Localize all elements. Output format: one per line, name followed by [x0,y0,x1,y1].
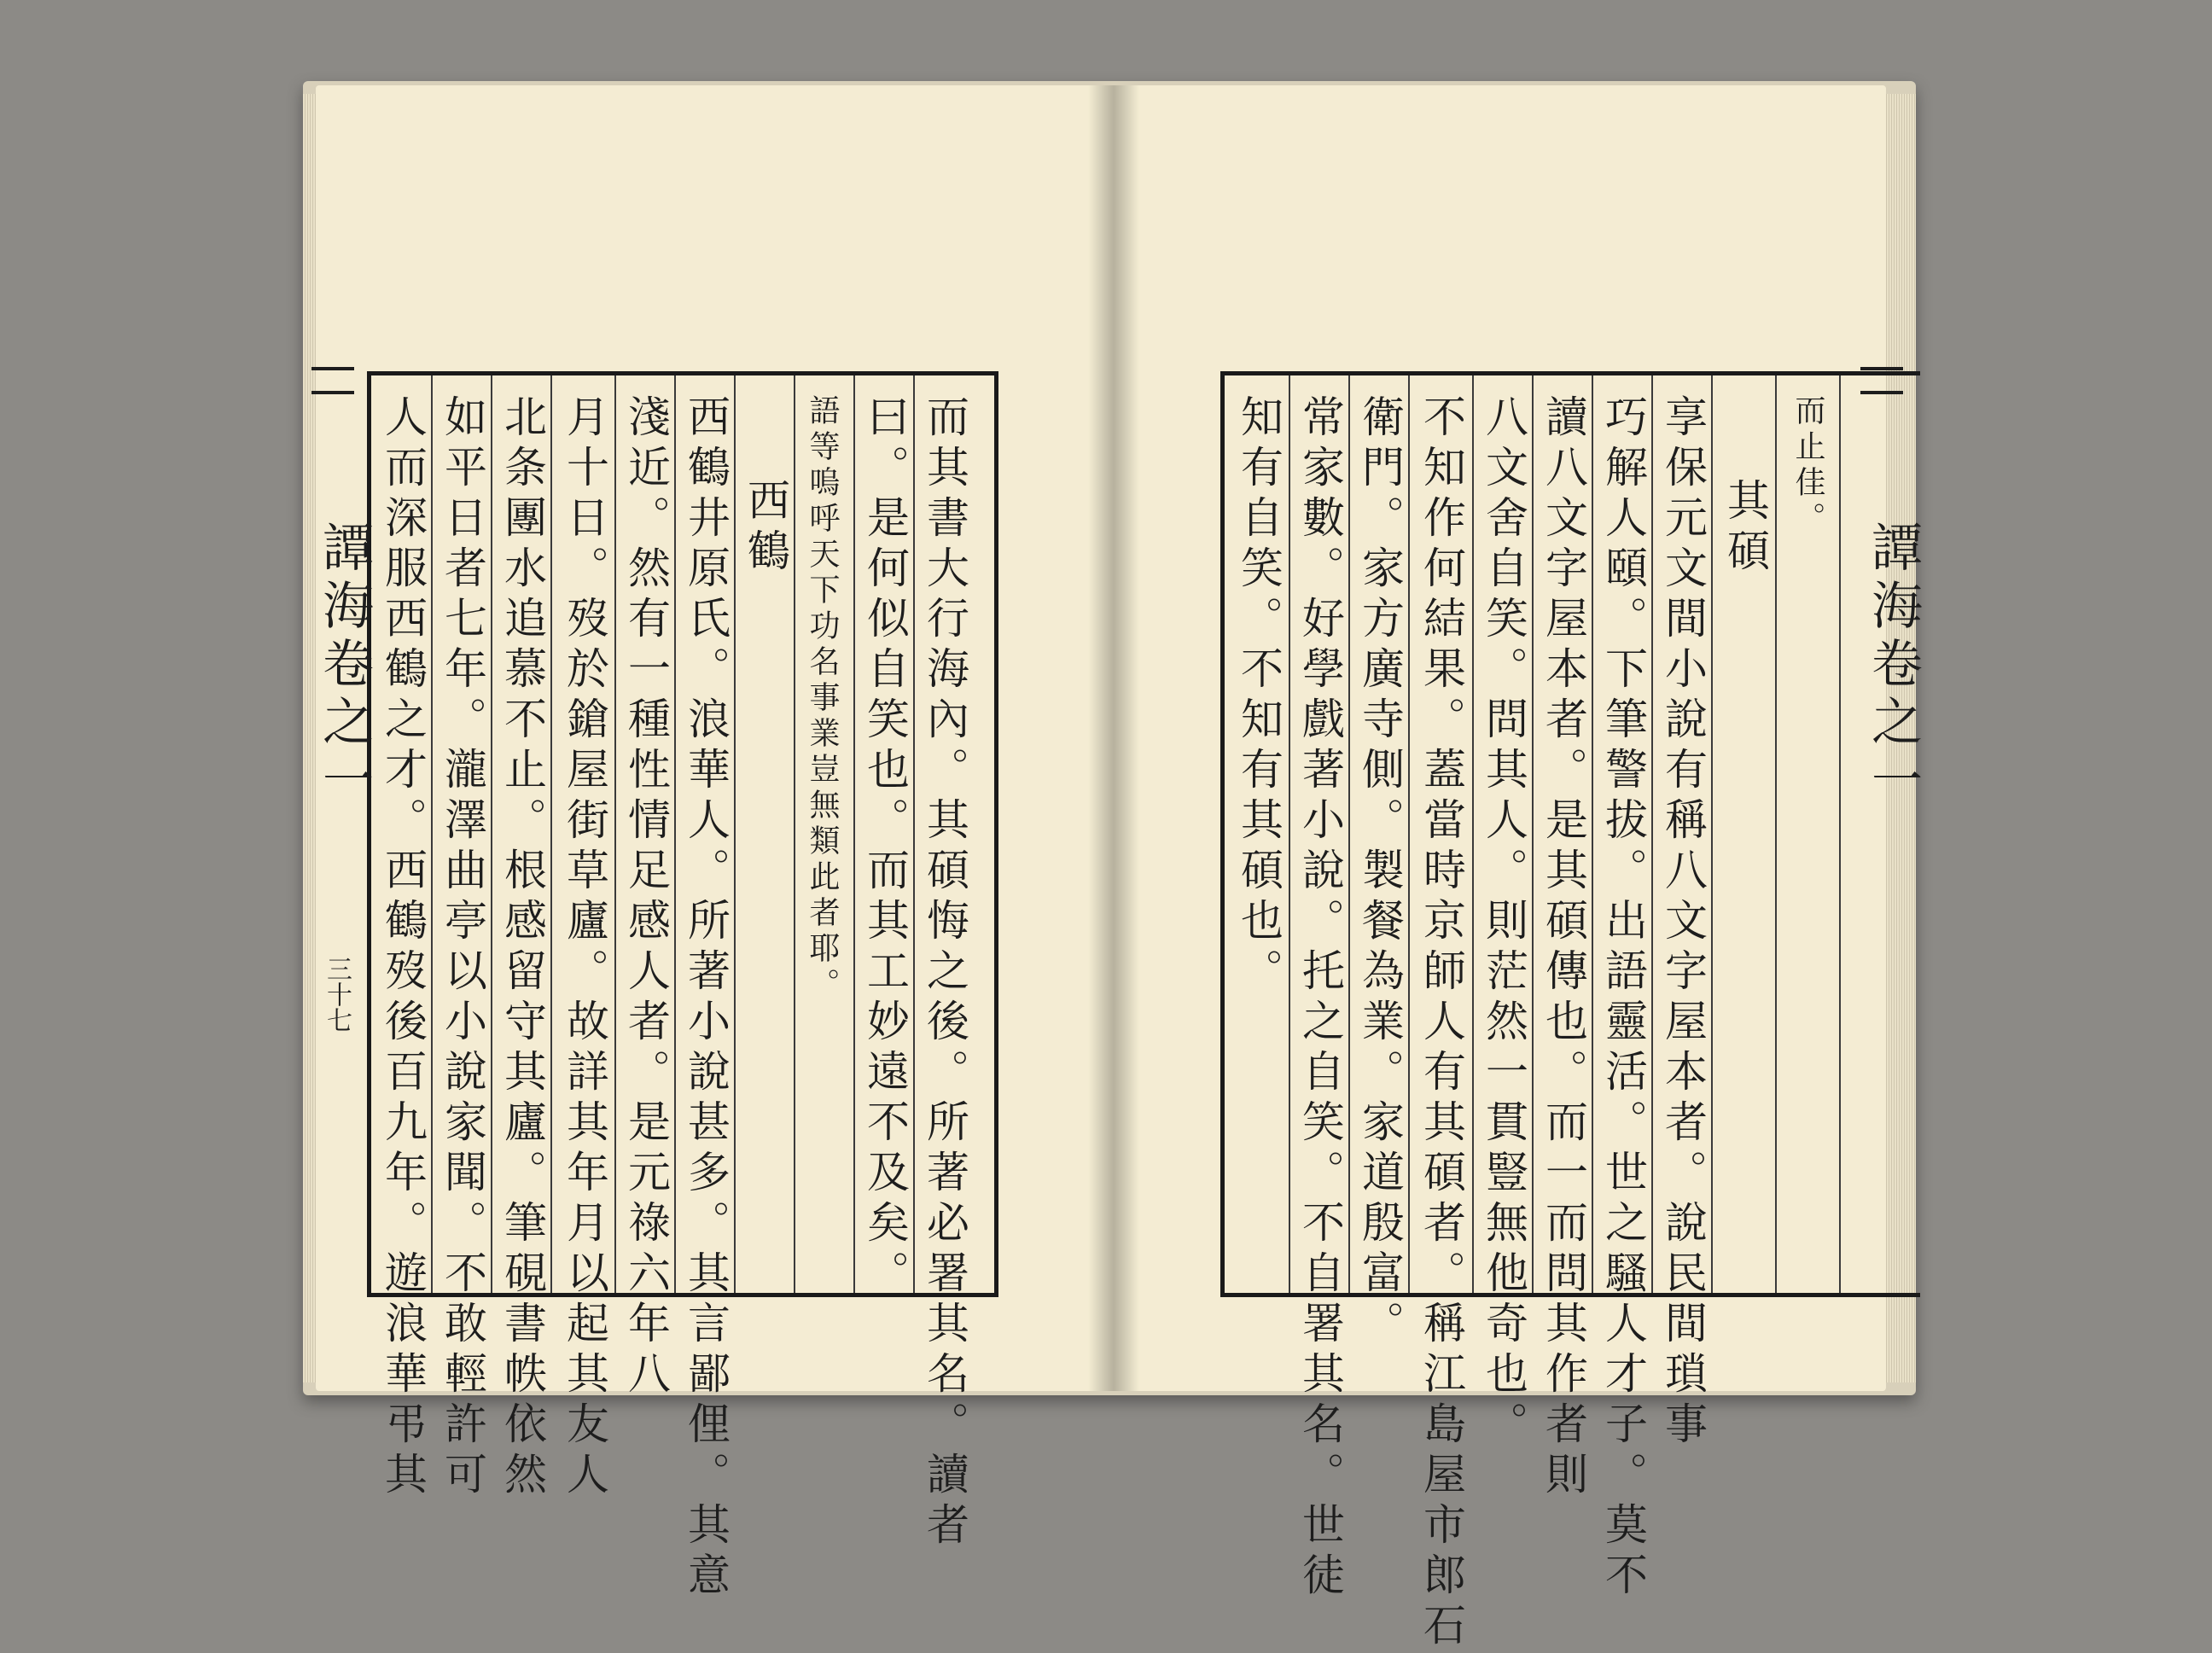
right-column-6: 八文舍自笑。問其人。則茫然一貫豎無他奇也。 [1479,394,1528,1452]
left-column-9: 曰。是何似自笑也。而其工妙遠不及矣。 [860,394,910,1301]
page-number: 三十七 [322,956,352,1033]
left-column-10: 而其書大行海內。其碩悔之後。所著必署其名。讀者 [920,394,969,1552]
left-column-5: 淺近。然有一種性情足感人者。是元祿六年八 [621,394,671,1401]
right-hashira [1852,367,1923,1297]
left-book-title: 譚海卷之一 [314,521,374,811]
right-book-title: 譚海卷之一 [1863,521,1923,811]
right-column-1: 而止佳。 [1790,394,1825,538]
left-hashira [299,367,374,1297]
right-column-7: 不知作何結果。蓋當時京師人有其碩者。稱江島屋市郎石 [1417,394,1466,1653]
right-column-3: 享保元文間小說有稱八文字屋本者。說民間瑣事 [1658,394,1708,1452]
fish-tail-mark [311,367,354,394]
right-column-9: 常家數。好學戲著小說。托之自笑。不自署其名。世徒 [1295,394,1345,1603]
fish-tail-mark-right [1860,367,1903,394]
right-column-10: 知有自笑。不知有其碩也。 [1234,394,1284,998]
left-column-1: 人而深服西鶴之才。西鶴歿後百九年。遊浪華弔其 [378,394,428,1502]
book-gutter [1088,85,1139,1391]
right-column-4: 巧解人頤。下筆警拔。出語靈活。世之騷人才子。莫不 [1598,394,1648,1603]
left-column-3: 北条團水追慕不止。根感留守其廬。筆硯書帙依然 [498,394,547,1502]
right-text-frame [1220,371,1920,1653]
left-column-2: 如平日者七年。瀧澤曲亭以小說家聞。不敢輕許可 [438,394,487,1502]
right-column-5: 讀八文字屋本者。是其碩傳也。而一而問其作者則 [1539,394,1588,1502]
left-column-4: 月十日。歿於鎗屋街草廬。故詳其年月以起其友人 [560,394,609,1502]
left-section-heading: 西鶴 [741,478,790,579]
right-column-8: 衛門。家方廣寺側。製餐為業。家道殷富。 [1355,394,1405,1351]
left-column-8: 語等嗚呼天下功名事業豈無類此者耶。 [805,394,840,1004]
right-section-heading: 其碩 [1720,478,1770,579]
left-column-6: 西鶴井原氏。浪華人。所著小說甚多。其言鄙俚。其意 [681,394,731,1603]
left-text-frame [367,371,998,1603]
